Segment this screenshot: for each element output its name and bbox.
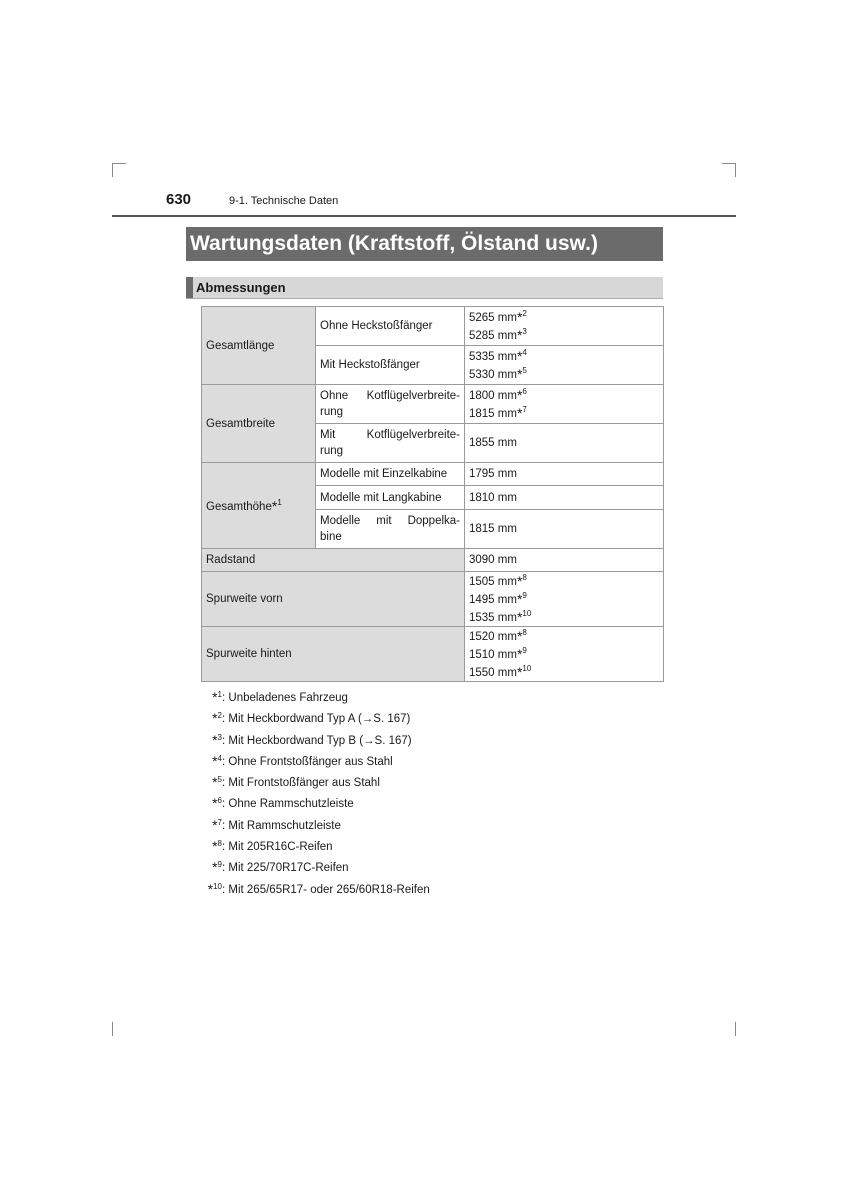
cell-value: 1795 mm xyxy=(465,463,664,486)
footnote: *$^6$: Ohne Rammschutzleiste xyxy=(212,795,354,812)
footnote: *$^{10}$: Mit 265/65R17- oder 265/60R18-Reifen xyxy=(207,880,430,897)
footnote: *$^8$: Mit 205R16C-Reifen xyxy=(212,838,333,855)
table-row xyxy=(202,385,664,424)
subsection-heading: Abmessungen xyxy=(186,277,663,299)
row-label-radstand: Radstand xyxy=(202,549,465,572)
section-label: 9-1. Technische Daten xyxy=(229,195,339,207)
cell-values: 1520 mm*$^8$ 1510 mm*$^9$ 1550 mm*$^{10}$ xyxy=(465,627,664,682)
crop-mark-bottom-right xyxy=(735,1022,736,1036)
footnote: *$^2$: Mit Heckbordwand Typ A (→S. 167) xyxy=(212,710,411,727)
cell-value: 1810 mm xyxy=(465,486,664,510)
cell-value: 1855 mm xyxy=(465,424,664,463)
page-title: Wartungsdaten (Kraftstoff, Ölstand usw.) xyxy=(186,227,663,261)
page-number: 630 xyxy=(166,191,192,208)
cell-values: 1800 mm*$^6$ 1815 mm*$^7$ xyxy=(465,385,664,424)
cell-desc: Modelle mit Einzelkabine xyxy=(316,463,465,486)
cell-desc: Mit Kotflügelverbreite- rung xyxy=(316,424,465,463)
table-row xyxy=(202,627,664,682)
footnote: *$^1$: Unbeladenes Fahrzeug xyxy=(212,689,348,705)
crop-mark-top-left-v xyxy=(112,163,113,177)
table-row xyxy=(202,463,664,486)
cell-desc: Modelle mit Doppelka- bine xyxy=(316,510,465,549)
row-label-spurweite-hinten: Spurweite hinten xyxy=(202,627,465,682)
row-label-spurweite-vorn: Spurweite vorn xyxy=(202,572,465,627)
cell-desc: Ohne Kotflügelverbreite- rung xyxy=(316,385,465,424)
footnote: *$^3$: Mit Heckbordwand Typ B (→S. 167) xyxy=(212,731,412,748)
footnote: *$^9$: Mit 225/70R17C-Reifen xyxy=(212,859,349,876)
cell-values: 1505 mm*$^8$ 1495 mm*$^9$ 1535 mm*$^{10}$ xyxy=(465,572,664,627)
cell-desc: Modelle mit Langkabine xyxy=(316,486,465,510)
cell-values: 5265 mm*$^2$ 5285 mm*$^3$ xyxy=(465,307,664,346)
cell-desc: Mit Heckstoßfänger xyxy=(316,346,465,385)
footnote: *$^5$: Mit Frontstoßfänger aus Stahl xyxy=(212,774,380,791)
table-row xyxy=(202,307,664,346)
table-row xyxy=(202,549,664,572)
footnote: *$^4$: Ohne Frontstoßfänger aus Stahl xyxy=(212,752,393,769)
row-label-gesamtlaenge: Gesamtlänge xyxy=(202,307,316,385)
crop-mark-top-right-h xyxy=(722,163,736,164)
cell-value: 3090 mm xyxy=(465,549,664,572)
row-label-gesamthoehe: Gesamthöhe*$^1$ xyxy=(202,463,316,549)
cell-desc: Ohne Heckstoßfänger xyxy=(316,307,465,346)
dimensions-table xyxy=(201,306,664,682)
crop-mark-top-right-v xyxy=(735,163,736,177)
crop-mark-top-left-h xyxy=(112,163,126,164)
subsection-underline xyxy=(186,298,663,299)
crop-mark-bottom-left xyxy=(112,1022,113,1036)
header-rule xyxy=(112,215,736,217)
footnotes xyxy=(196,686,430,899)
cell-value: 1815 mm xyxy=(465,510,664,549)
footnote: *$^7$: Mit Rammschutzleiste xyxy=(212,816,341,833)
cell-values: 5335 mm*$^4$ 5330 mm*$^5$ xyxy=(465,346,664,385)
table-row xyxy=(202,572,664,627)
row-label-gesamtbreite: Gesamtbreite xyxy=(202,385,316,463)
